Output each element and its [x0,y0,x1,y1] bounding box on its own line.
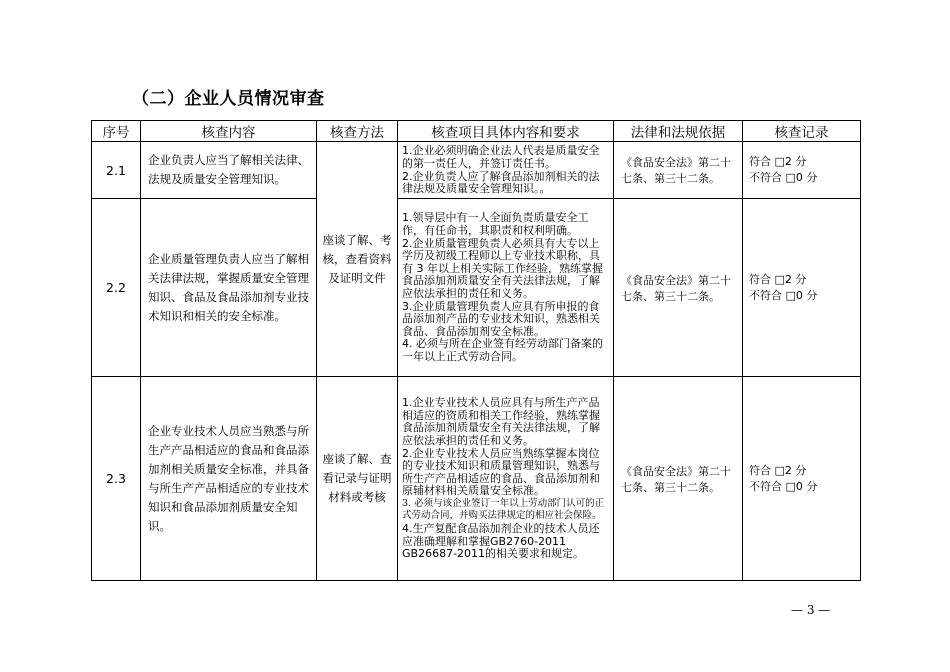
row-record [743,377,861,581]
requirement-item: 2.企业负责人应了解食品添加剂相关的法律法规及质量安全管理知识。。 [402,169,600,196]
requirement-item: 2.企业质量管理负责人必须具有大专以上学历及初级工程师以上专业技术职称，具有 3 年以上相关实际工作经验，熟练掌握食品添加剂质量安全有关法律法规，了解应依法承担的责任和义务。 [402,236,603,300]
header-row [92,121,861,142]
requirement-item: 1.企业专业技术人员应具有与所生产产品相适应的资质和相关工作经验，熟练掌握食品添加剂质量安全有关法律法规，了解应依法承担的责任和义务。 [402,396,600,447]
header-record: 核查记录 [743,121,861,142]
row-record [743,199,861,377]
row-law: 《食品安全法》第二十七条、第三十二条。 [614,377,743,581]
record-fail: 不符合 □0 分 [749,479,818,493]
record-pass: 符合 □2 分 [749,463,807,477]
row-requirements [398,199,614,377]
requirement-item: 1.领导层中有一人全面负责质量安全工作，有任命书，其职责和权利明确。 [402,211,589,238]
row-content: 企业负责人应当了解相关法律、法规及质量安全管理知识。 [141,142,317,199]
header-content: 核查内容 [141,121,317,142]
header-law: 法律和法规依据 [614,121,743,142]
header-no: 序号 [92,121,141,142]
row-number: 2.3 [92,377,141,581]
table-row [92,377,861,581]
row-law: 《食品安全法》第二十七条、第三十二条。 [614,199,743,377]
header-requirements: 核查项目具体内容和要求 [398,121,614,142]
requirement-item: 4.生产复配食品添加剂企业的技术人员还应准确理解和掌握GB2760-2011 GB26687-2011的相关要求和规定。 [402,522,600,561]
row-record [743,142,861,199]
row-content: 企业专业技术人员应当熟悉与所生产产品相适应的食品和食品添加剂相关质量安全标准，并具备与所生产产品相适应的专业技术知识和食品添加剂质量安全知识。 [141,377,317,581]
row-number: 2.2 [92,199,141,377]
record-pass: 符合 □2 分 [749,272,807,286]
row-number: 2.1 [92,142,141,199]
row-requirements [398,377,614,581]
table-row [92,199,861,377]
header-method: 核查方法 [317,121,398,142]
row-method: 座谈了解、查看记录与证明材料或考核 [317,377,398,581]
record-fail: 不符合 □0 分 [749,171,818,184]
requirement-item: 3. 必须与该企业签订一年以上劳动部门认可的正式劳动合同，并购买法律规定的相应社会保险。 [402,497,605,522]
row-content: 企业质量管理负责人应当了解相关法律法规，掌握质量安全管理知识、食品及食品添加剂专业技术知识和相关的安全标准。 [141,199,317,377]
requirement-item: 2.企业专业技术人员应当熟练掌握本岗位的专业技术知识和质量管理知识，熟悉与所生产产品相适应的食品、食品添加剂和原辅材料相关质量安全标准。 [402,446,600,498]
row-requirements [398,142,614,199]
requirement-item: 3.企业质量管理负责人应具有所申报的食品添加剂产品的专业技术知识，熟悉相关食品、食品添加剂安全标准。 [402,299,600,338]
requirement-item: 1.企业必须明确企业法人代表是质量安全的第一责任人，并签订责任书。 [402,144,600,170]
section-title: （二）企业人员情况审查 [132,89,325,109]
review-table [91,120,861,581]
record-pass: 符合 □2 分 [749,155,807,168]
page-number: — 3 — [791,603,831,617]
row-law: 《食品安全法》第二十七条、第三十二条。 [614,142,743,199]
table-row [92,142,861,199]
requirement-item: 4. 必须与所在企业签有经劳动部门备案的一年以上正式劳动合同。 [402,337,603,363]
record-fail: 不符合 □0 分 [749,288,818,302]
row-method: 座谈了解、考核，查看资料及证明文件 [317,142,398,377]
